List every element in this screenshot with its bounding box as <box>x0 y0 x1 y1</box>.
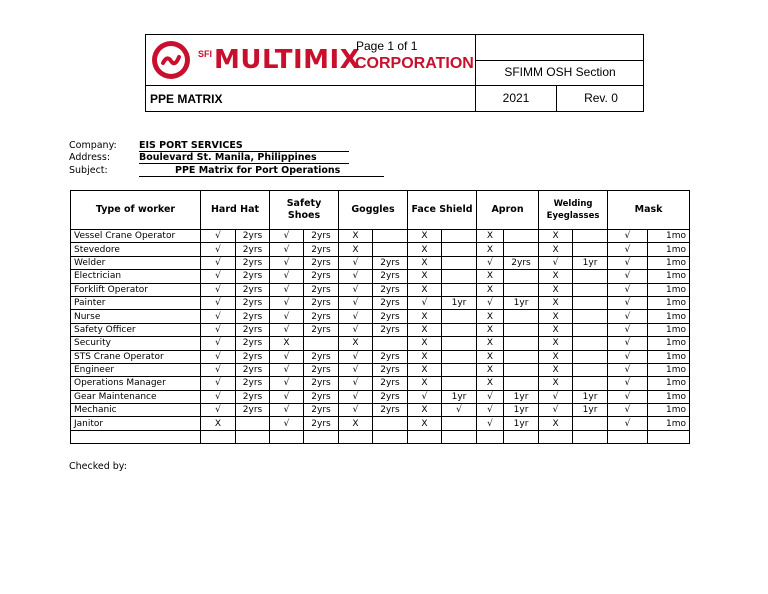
ppe-cell <box>236 417 270 430</box>
ppe-cell <box>477 430 504 443</box>
table-row <box>71 310 690 323</box>
ppe-cell: 2yrs <box>236 350 270 363</box>
ppe-cell: 2yrs <box>304 363 339 376</box>
ppe-cell: X <box>477 350 504 363</box>
column-header: Hard Hat <box>201 191 270 230</box>
ppe-cell: X <box>408 363 442 376</box>
ppe-cell: 2yrs <box>373 310 408 323</box>
ppe-cell: 2yrs <box>236 230 270 243</box>
ppe-cell: X <box>477 243 504 256</box>
ppe-cell: 2yrs <box>304 296 339 309</box>
ppe-cell <box>442 283 477 296</box>
ppe-cell: X <box>408 230 442 243</box>
ppe-cell: 2yrs <box>373 350 408 363</box>
ppe-cell: √ <box>201 230 236 243</box>
ppe-cell: 1mo <box>648 337 690 350</box>
ppe-cell: √ <box>608 243 648 256</box>
subject-underline <box>139 176 384 177</box>
ppe-cell <box>442 310 477 323</box>
ppe-cell <box>573 363 608 376</box>
logo-suffix: CORPORATION <box>355 55 474 72</box>
ppe-cell <box>504 363 539 376</box>
ppe-cell <box>573 337 608 350</box>
ppe-cell: 1mo <box>648 404 690 417</box>
column-header: Safety Shoes <box>270 191 339 230</box>
table-row <box>71 296 690 309</box>
ppe-cell: X <box>201 417 236 430</box>
ppe-cell: X <box>408 404 442 417</box>
table-row <box>71 404 690 417</box>
ppe-cell: 2yrs <box>304 270 339 283</box>
ppe-cell: 1yr <box>442 296 477 309</box>
ppe-cell <box>539 430 573 443</box>
ppe-cell: 2yrs <box>373 256 408 269</box>
ppe-cell: 1mo <box>648 296 690 309</box>
ppe-cell: X <box>408 337 442 350</box>
ppe-cell <box>608 430 648 443</box>
ppe-cell: √ <box>608 296 648 309</box>
ppe-cell: 1yr <box>573 256 608 269</box>
ppe-cell: X <box>477 363 504 376</box>
ppe-cell <box>504 230 539 243</box>
ppe-cell <box>442 323 477 336</box>
ppe-cell: 2yrs <box>236 296 270 309</box>
ppe-cell: √ <box>201 256 236 269</box>
ppe-cell <box>339 430 373 443</box>
worker-type-cell: Safety Officer <box>71 323 201 336</box>
ppe-cell: √ <box>201 350 236 363</box>
ppe-cell: √ <box>408 296 442 309</box>
ppe-cell: X <box>539 323 573 336</box>
table-row <box>71 256 690 269</box>
ppe-cell: X <box>408 256 442 269</box>
ppe-cell <box>504 430 539 443</box>
document-info <box>0 140 768 180</box>
ppe-cell: 2yrs <box>236 337 270 350</box>
ppe-cell: 2yrs <box>236 404 270 417</box>
ppe-cell: √ <box>608 390 648 403</box>
ppe-cell: 2yrs <box>373 270 408 283</box>
ppe-cell: 2yrs <box>236 363 270 376</box>
ppe-cell: √ <box>201 363 236 376</box>
ppe-cell: √ <box>201 390 236 403</box>
ppe-cell: X <box>339 243 373 256</box>
ppe-cell: 1yr <box>573 404 608 417</box>
ppe-cell: X <box>539 310 573 323</box>
ppe-cell: √ <box>339 404 373 417</box>
ppe-cell: √ <box>201 283 236 296</box>
worker-type-cell: STS Crane Operator <box>71 350 201 363</box>
table-row <box>71 270 690 283</box>
ppe-cell <box>504 243 539 256</box>
worker-type-cell: Vessel Crane Operator <box>71 230 201 243</box>
ppe-cell <box>236 430 270 443</box>
ppe-cell: 1mo <box>648 270 690 283</box>
ppe-cell: √ <box>201 337 236 350</box>
ppe-cell <box>442 377 477 390</box>
ppe-cell: √ <box>608 363 648 376</box>
ppe-cell: 2yrs <box>504 256 539 269</box>
ppe-cell: X <box>539 363 573 376</box>
ppe-cell <box>442 256 477 269</box>
ppe-cell: X <box>408 310 442 323</box>
ppe-cell: 2yrs <box>236 377 270 390</box>
ppe-cell: √ <box>477 390 504 403</box>
ppe-cell: X <box>477 377 504 390</box>
ppe-cell <box>373 337 408 350</box>
column-header: Apron <box>477 191 539 230</box>
header-divider <box>475 60 643 61</box>
ppe-cell: X <box>539 417 573 430</box>
ppe-cell: √ <box>201 377 236 390</box>
ppe-cell: 2yrs <box>373 404 408 417</box>
ppe-cell: 1yr <box>504 417 539 430</box>
ppe-cell: X <box>339 337 373 350</box>
worker-type-cell: Painter <box>71 296 201 309</box>
ppe-cell <box>373 417 408 430</box>
ppe-cell: X <box>339 417 373 430</box>
ppe-cell: √ <box>270 390 304 403</box>
table-row <box>71 390 690 403</box>
ppe-cell: √ <box>270 230 304 243</box>
logo-brand: MULTIMIX <box>214 45 361 75</box>
ppe-cell: √ <box>270 377 304 390</box>
ppe-cell: 2yrs <box>373 390 408 403</box>
ppe-cell: 1yr <box>504 390 539 403</box>
ppe-cell: √ <box>270 350 304 363</box>
address-label: Address: <box>69 152 111 163</box>
ppe-cell <box>442 363 477 376</box>
revision-number: Rev. 0 <box>584 91 618 105</box>
ppe-cell: 2yrs <box>236 390 270 403</box>
ppe-cell: √ <box>339 283 373 296</box>
ppe-cell: X <box>477 230 504 243</box>
ppe-cell: X <box>539 350 573 363</box>
checked-by-label: Checked by: <box>69 461 127 472</box>
table-row <box>71 337 690 350</box>
ppe-cell: √ <box>608 256 648 269</box>
ppe-cell: X <box>539 243 573 256</box>
ppe-cell <box>304 430 339 443</box>
ppe-cell: √ <box>442 404 477 417</box>
ppe-cell: 1yr <box>573 390 608 403</box>
ppe-cell: √ <box>270 323 304 336</box>
ppe-cell: X <box>408 417 442 430</box>
ppe-cell: √ <box>539 404 573 417</box>
ppe-cell: 2yrs <box>236 283 270 296</box>
ppe-cell: 2yrs <box>236 310 270 323</box>
ppe-cell: √ <box>608 230 648 243</box>
ppe-cell: √ <box>270 296 304 309</box>
ppe-cell: √ <box>339 323 373 336</box>
ppe-cell: X <box>477 337 504 350</box>
ppe-cell: 1yr <box>504 404 539 417</box>
ppe-cell: √ <box>477 296 504 309</box>
table-row <box>71 230 690 243</box>
subject-value: PPE Matrix for Port Operations <box>175 165 341 176</box>
ppe-cell: √ <box>339 390 373 403</box>
worker-type-cell: Security <box>71 337 201 350</box>
ppe-cell: X <box>477 323 504 336</box>
ppe-cell: 2yrs <box>304 230 339 243</box>
table-row <box>71 243 690 256</box>
ppe-cell: √ <box>608 350 648 363</box>
column-header: Goggles <box>339 191 408 230</box>
ppe-cell <box>573 430 608 443</box>
header-divider <box>556 85 557 111</box>
ppe-cell <box>270 430 304 443</box>
ppe-cell: √ <box>339 270 373 283</box>
ppe-cell <box>648 430 690 443</box>
ppe-cell: 1yr <box>442 390 477 403</box>
ppe-cell: 2yrs <box>373 296 408 309</box>
ppe-cell: √ <box>408 390 442 403</box>
ppe-cell: √ <box>270 283 304 296</box>
column-header: Type of worker <box>71 191 201 230</box>
ppe-cell: 2yrs <box>304 256 339 269</box>
ppe-cell: X <box>408 283 442 296</box>
ppe-cell: √ <box>608 417 648 430</box>
ppe-cell: √ <box>477 417 504 430</box>
ppe-cell: √ <box>608 310 648 323</box>
ppe-cell: √ <box>539 390 573 403</box>
ppe-cell: √ <box>270 256 304 269</box>
ppe-cell: 2yrs <box>304 390 339 403</box>
ppe-cell: 1yr <box>504 296 539 309</box>
subject-label: Subject: <box>69 165 108 176</box>
ppe-cell: 1mo <box>648 283 690 296</box>
worker-type-cell <box>71 430 201 443</box>
ppe-cell: √ <box>477 256 504 269</box>
ppe-cell <box>504 350 539 363</box>
ppe-cell: √ <box>539 256 573 269</box>
ppe-cell: 2yrs <box>304 350 339 363</box>
ppe-cell <box>573 296 608 309</box>
ppe-cell: √ <box>339 363 373 376</box>
ppe-cell: X <box>539 283 573 296</box>
ppe-cell: √ <box>339 256 373 269</box>
company-logo-icon <box>152 41 190 79</box>
ppe-cell: X <box>477 270 504 283</box>
ppe-cell: 2yrs <box>304 404 339 417</box>
ppe-cell <box>442 230 477 243</box>
worker-type-cell: Gear Maintenance <box>71 390 201 403</box>
ppe-cell <box>304 337 339 350</box>
ppe-cell: √ <box>270 310 304 323</box>
ppe-cell: √ <box>270 270 304 283</box>
ppe-cell: 1mo <box>648 363 690 376</box>
table-row <box>71 363 690 376</box>
ppe-cell <box>504 337 539 350</box>
ppe-cell: 1mo <box>648 417 690 430</box>
ppe-cell <box>573 417 608 430</box>
ppe-cell <box>442 417 477 430</box>
ppe-cell <box>573 243 608 256</box>
ppe-cell <box>201 430 236 443</box>
ppe-cell: X <box>539 296 573 309</box>
ppe-cell: X <box>477 283 504 296</box>
table-row <box>71 430 690 443</box>
ppe-cell <box>408 430 442 443</box>
ppe-cell <box>504 377 539 390</box>
column-header: Welding Eyeglasses <box>539 191 608 230</box>
worker-type-cell: Engineer <box>71 363 201 376</box>
ppe-cell: X <box>539 270 573 283</box>
section-name: SFIMM OSH Section <box>504 65 616 79</box>
ppe-cell: 2yrs <box>304 283 339 296</box>
ppe-cell: 2yrs <box>373 283 408 296</box>
ppe-cell: 1mo <box>648 230 690 243</box>
ppe-cell: √ <box>339 350 373 363</box>
ppe-cell: 1mo <box>648 390 690 403</box>
ppe-cell: X <box>539 377 573 390</box>
ppe-cell: √ <box>608 337 648 350</box>
ppe-cell: √ <box>608 270 648 283</box>
document-title: PPE MATRIX <box>150 92 223 106</box>
ppe-cell: √ <box>608 323 648 336</box>
ppe-cell: 2yrs <box>373 363 408 376</box>
ppe-cell <box>442 270 477 283</box>
ppe-cell <box>442 350 477 363</box>
company-label: Company: <box>69 140 117 151</box>
ppe-cell: √ <box>201 296 236 309</box>
table-row <box>71 350 690 363</box>
ppe-cell: X <box>408 377 442 390</box>
column-header: Face Shield <box>408 191 477 230</box>
ppe-cell: 2yrs <box>304 417 339 430</box>
logo-prefix: SFI <box>198 49 213 59</box>
table-row <box>71 377 690 390</box>
ppe-cell: X <box>339 230 373 243</box>
ppe-cell <box>373 430 408 443</box>
ppe-cell: √ <box>201 404 236 417</box>
ppe-cell <box>442 430 477 443</box>
ppe-cell: 2yrs <box>236 243 270 256</box>
ppe-cell <box>442 243 477 256</box>
table-header-row <box>71 191 690 230</box>
ppe-cell: 1mo <box>648 377 690 390</box>
worker-type-cell: Welder <box>71 256 201 269</box>
ppe-cell <box>573 310 608 323</box>
ppe-cell: √ <box>270 417 304 430</box>
ppe-cell: 2yrs <box>304 323 339 336</box>
table-row <box>71 283 690 296</box>
worker-type-cell: Electrician <box>71 270 201 283</box>
ppe-cell <box>573 323 608 336</box>
ppe-cell: 2yrs <box>236 270 270 283</box>
ppe-cell: X <box>408 323 442 336</box>
ppe-cell: √ <box>270 404 304 417</box>
ppe-cell: X <box>408 350 442 363</box>
ppe-cell: X <box>539 230 573 243</box>
ppe-cell <box>573 230 608 243</box>
ppe-cell: 1mo <box>648 350 690 363</box>
ppe-cell: √ <box>201 270 236 283</box>
ppe-matrix-table <box>70 190 690 444</box>
ppe-cell <box>504 310 539 323</box>
ppe-cell: √ <box>608 404 648 417</box>
ppe-cell: X <box>477 310 504 323</box>
ppe-cell: √ <box>477 404 504 417</box>
document-year: 2021 <box>502 91 530 105</box>
ppe-cell: √ <box>201 323 236 336</box>
worker-type-cell: Nurse <box>71 310 201 323</box>
worker-type-cell: Janitor <box>71 417 201 430</box>
ppe-cell <box>373 243 408 256</box>
ppe-cell: 2yrs <box>304 310 339 323</box>
ppe-cell <box>573 283 608 296</box>
ppe-cell <box>573 350 608 363</box>
ppe-cell: 2yrs <box>373 323 408 336</box>
ppe-cell: 2yrs <box>236 256 270 269</box>
ppe-cell: 2yrs <box>304 243 339 256</box>
address-underline <box>139 163 349 164</box>
ppe-cell: 1mo <box>648 310 690 323</box>
ppe-cell: 1mo <box>648 243 690 256</box>
ppe-cell: √ <box>201 243 236 256</box>
ppe-cell <box>504 283 539 296</box>
table-row <box>71 417 690 430</box>
ppe-cell: 1mo <box>648 256 690 269</box>
ppe-cell <box>442 337 477 350</box>
ppe-cell <box>573 270 608 283</box>
ppe-cell: 2yrs <box>373 377 408 390</box>
ppe-cell <box>573 377 608 390</box>
ppe-cell: 1mo <box>648 323 690 336</box>
page-number: Page 1 of 1 <box>356 39 418 53</box>
worker-type-cell: Mechanic <box>71 404 201 417</box>
company-value: EIS PORT SERVICES <box>139 140 243 151</box>
column-header: Mask <box>608 191 690 230</box>
ppe-cell <box>504 323 539 336</box>
ppe-cell: 2yrs <box>304 377 339 390</box>
ppe-cell: √ <box>339 310 373 323</box>
ppe-cell: √ <box>339 296 373 309</box>
ppe-cell: √ <box>201 310 236 323</box>
ppe-cell <box>373 230 408 243</box>
address-value: Boulevard St. Manila, Philippines <box>139 152 317 163</box>
worker-type-cell: Forklift Operator <box>71 283 201 296</box>
ppe-cell: X <box>408 270 442 283</box>
ppe-cell: X <box>539 337 573 350</box>
ppe-cell: √ <box>608 283 648 296</box>
worker-type-cell: Stevedore <box>71 243 201 256</box>
header-divider <box>146 85 643 86</box>
ppe-cell: √ <box>270 243 304 256</box>
ppe-cell: √ <box>339 377 373 390</box>
document-header <box>145 34 644 112</box>
worker-type-cell: Operations Manager <box>71 377 201 390</box>
ppe-cell: 2yrs <box>236 323 270 336</box>
ppe-cell: X <box>270 337 304 350</box>
ppe-cell: √ <box>608 377 648 390</box>
ppe-cell: X <box>408 243 442 256</box>
ppe-cell <box>504 270 539 283</box>
table-row <box>71 323 690 336</box>
ppe-cell: √ <box>270 363 304 376</box>
